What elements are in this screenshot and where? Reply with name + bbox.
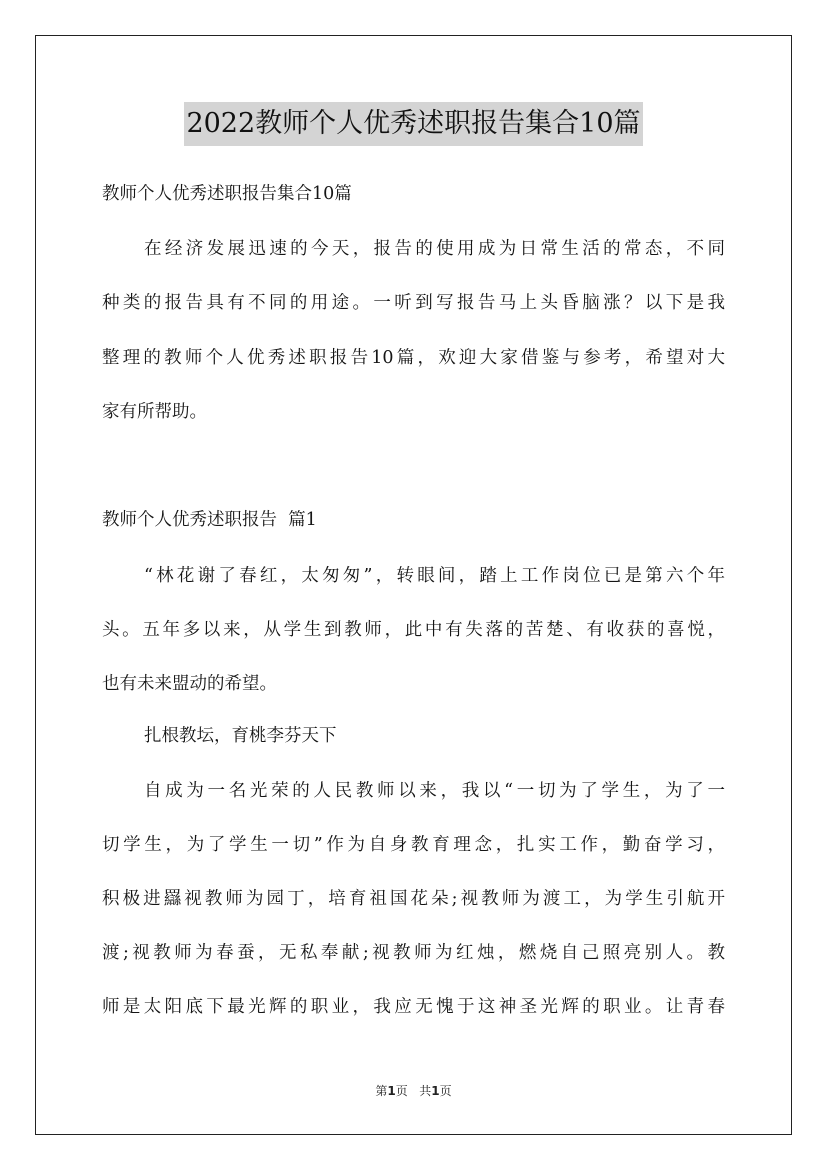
para2-line-5: 师是太阳底下最光辉的职业，我应无愧于这神圣光辉的职业。让青春 bbox=[102, 997, 725, 1017]
para1-line-2: 头。五年多以来，从学生到教师，此中有失落的苦楚、有收获的喜悦， bbox=[102, 620, 725, 640]
intro-line-4: 家有所帮助。 bbox=[102, 402, 207, 422]
para2-line-4: 渡;视教师为春蚕，无私奉献;视教师为红烛，燃烧自己照亮别人。教 bbox=[102, 943, 725, 963]
footer-prefix: 第 bbox=[375, 1084, 388, 1098]
para1-line-3: 也有未来盟动的希望。 bbox=[102, 674, 277, 694]
document-title-text: 2022教师个人优秀述职报告集合10篇 bbox=[184, 102, 642, 146]
section-heading: 教师个人优秀述职报告 篇1 bbox=[102, 510, 317, 530]
para2-line-1: 自成为一名光荣的人民教师以来，我以“一切为了学生，为了一 bbox=[144, 781, 725, 801]
footer-page-current: 1 bbox=[387, 1084, 396, 1098]
subheading: 扎根教坛，育桃李芬天下 bbox=[144, 726, 337, 746]
footer-page-total: 1 bbox=[431, 1084, 440, 1098]
document-subtitle: 教师个人优秀述职报告集合10篇 bbox=[102, 184, 352, 204]
intro-line-2: 种类的报告具有不同的用途。一听到写报告马上头昏脑涨？以下是我 bbox=[102, 293, 725, 313]
para2-line-3: 积极进羉视教师为园丁，培育祖国花朵;视教师为渡工，为学生引航开 bbox=[102, 889, 725, 909]
footer-mid: 页 共 bbox=[395, 1084, 432, 1098]
footer-suffix: 页 bbox=[439, 1084, 452, 1098]
document-title bbox=[0, 102, 827, 146]
intro-line-1: 在经济发展迅速的今天，报告的使用成为日常生活的常态，不同 bbox=[144, 239, 725, 259]
intro-line-3: 整理的教师个人优秀述职报告10篇，欢迎大家借鉴与参考，希望对大 bbox=[102, 348, 725, 368]
page-footer bbox=[0, 1083, 827, 1099]
para1-line-1: “林花谢了春红，太匆匆”，转眼间，踏上工作岗位已是第六个年 bbox=[144, 566, 725, 586]
para2-line-2: 切学生，为了学生一切”作为自身教育理念，扎实工作，勤奋学习， bbox=[102, 835, 725, 855]
